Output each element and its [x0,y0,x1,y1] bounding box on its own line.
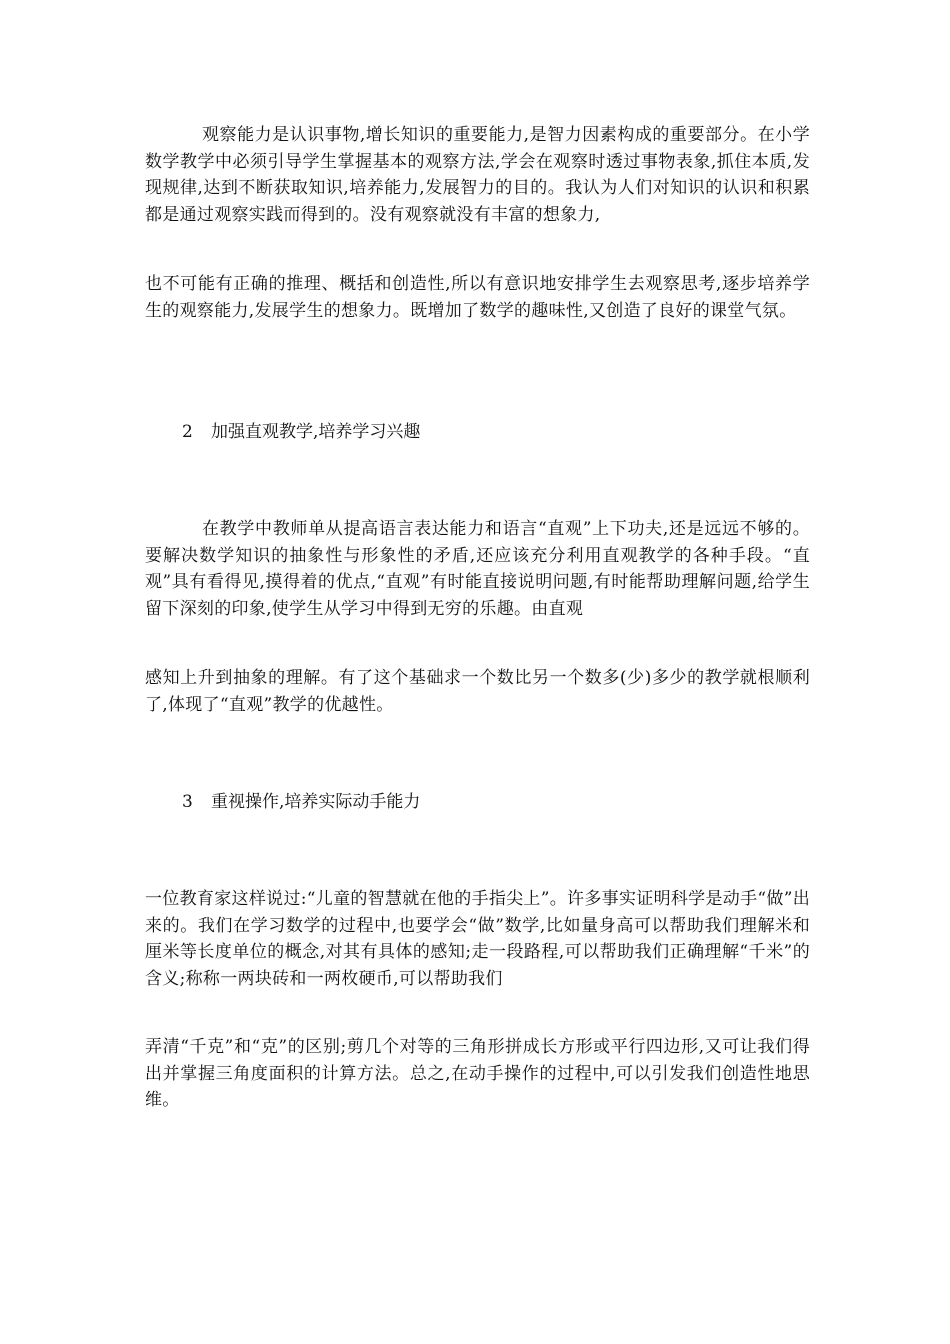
paragraph-visual-teaching: 在教学中教师单从提高语言表达能力和语言“直观”上下功夫,还是远远不够的。要解决数学知识的抽象性与形象性的矛盾,还应该充分利用直观教学的各种手段。“直观”具有看得见,摸得着的优点,“直观”有时能直接说明问题,有时能帮助理解问题,给学生留下深刻的印象,使学生从学习中得到无穷的乐趣。由直观 [145,519,810,619]
paragraph-observation-continued: 也不可能有正确的推理、概括和创造性,所以有意识地安排学生去观察思考,逐步培养学生的观察能力,发展学生的想象力。既增加了数学的趣味性,又创造了良好的课堂气氛。 [145,274,810,321]
section-heading-2 [182,419,420,445]
paragraph-visual-continued: 感知上升到抽象的理解。有了这个基础求一个数比另一个数多(少)多少的教学就根顺利了,体现了“直观”教学的优越性。 [145,668,810,715]
section-number: 2 [182,422,193,442]
paragraph-observation-intro: 观察能力是认识事物,增长知识的重要能力,是智力因素构成的重要部分。在小学数学教学中必须引导学生掌握基本的观察方法,学会在观察时透过事物表象,抓住本质,发现规律,达到不断获取知识,培养能力,发展智力的目的。我认为人们对知识的认识和积累都是通过观察实践而得到的。没有观察就没有丰富的想象力, [145,125,810,225]
paragraph-hands-on: 一位教育家这样说过:“儿童的智慧就在他的手指尖上”。许多事实证明科学是动手“做”出来的。我们在学习数学的过程中,也要学会“做”数学,比如量身高可以帮助我们理解米和厘米等长度单位的概念,对其有具体的感知;走一段路程,可以帮助我们正确理解“千米”的含义;称称一两块砖和一两枚硬币,可以帮助我们 [145,889,810,989]
section-heading-3 [182,789,420,815]
paragraph-hands-on-continued: 弄清“千克”和“克”的区别;剪几个对等的三角形拼成长方形或平行四边形,又可让我们得出并掌握三角度面积的计算方法。总之,在动手操作的过程中,可以引发我们创造性地思维。 [145,1037,810,1110]
section-title: 重视操作,培养实际动手能力 [211,792,421,812]
section-number: 3 [182,792,193,812]
section-title: 加强直观教学,培养学习兴趣 [211,422,421,442]
